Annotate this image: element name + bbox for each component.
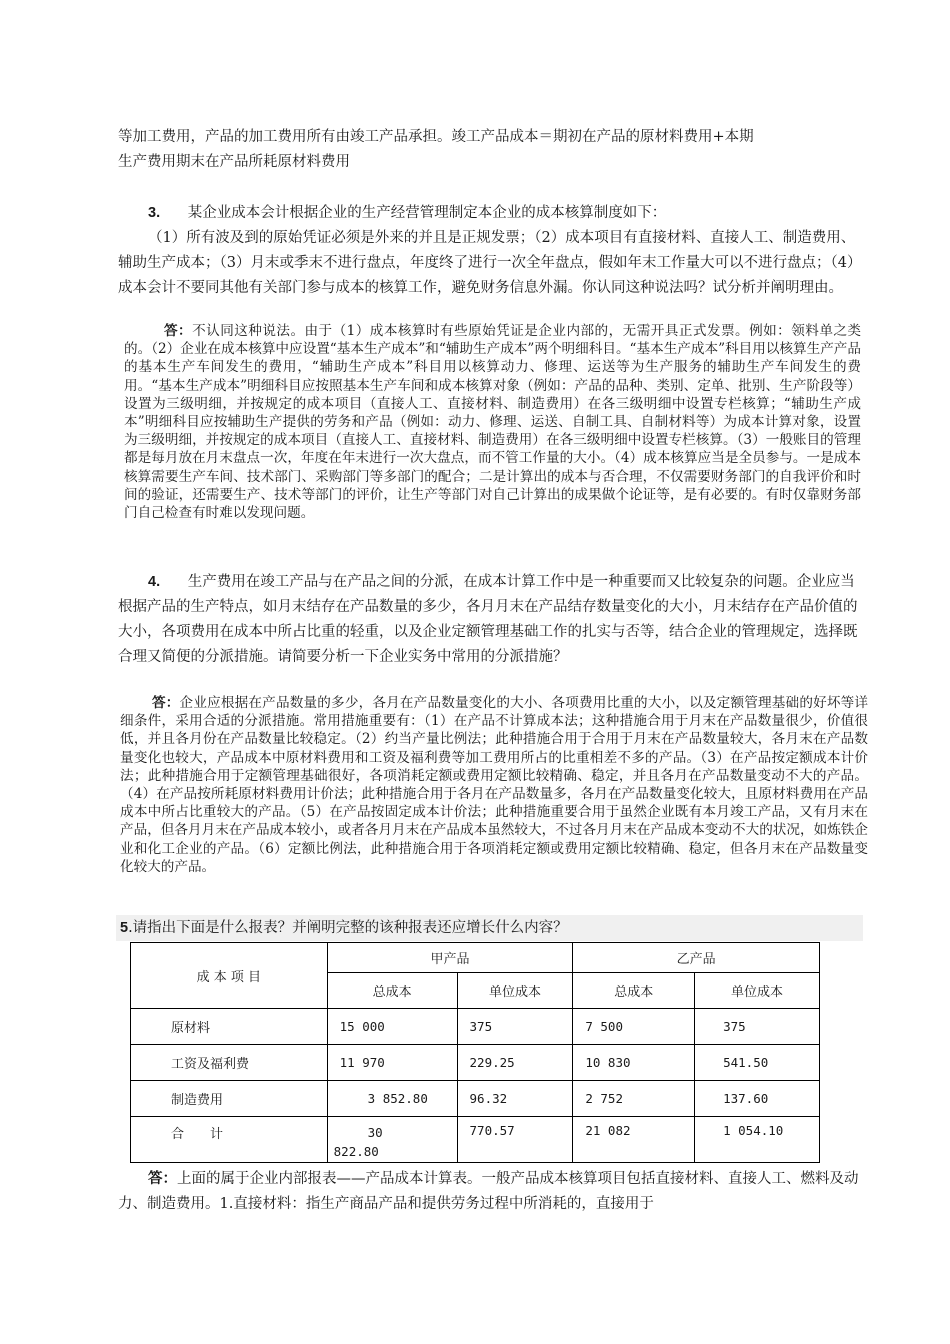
row-item: 制造费用 bbox=[131, 1081, 328, 1117]
row-b-unit: 375 bbox=[695, 1009, 820, 1045]
row-a-unit: 96.32 bbox=[457, 1081, 573, 1117]
question-3-number: 3. bbox=[148, 205, 161, 221]
question-5-answer bbox=[118, 1166, 866, 1217]
total-a-unit: 770.57 bbox=[457, 1117, 573, 1163]
row-b-total: 10 830 bbox=[573, 1045, 695, 1081]
total-a-total-line-2: 822.80 bbox=[333, 1144, 379, 1159]
answer-text: 上面的属于企业内部报表——产品成本计算表。一般产品成本核算项目包括直接材料、直接人工、燃料及动力、制造费用。1.直接材料：指生产商品产品和提供劳务过程中所消耗的，直接用于 bbox=[118, 1171, 859, 1212]
row-b-unit: 137.60 bbox=[695, 1081, 820, 1117]
corner-header: 成 本 项 目 bbox=[131, 943, 328, 1009]
question-5-number: 5 bbox=[120, 920, 129, 936]
table-row bbox=[131, 1045, 820, 1081]
product-a-header: 甲产品 bbox=[327, 943, 573, 973]
question-4 bbox=[118, 570, 863, 670]
intro-line-1: 等加工费用，产品的加工费用所有由竣工产品承担。竣工产品成本＝期初在产品的原材料费用+本期 bbox=[118, 129, 754, 145]
question-4-number: 4. bbox=[148, 574, 161, 590]
product-b-header: 乙产品 bbox=[573, 943, 820, 973]
question-5-text: .请指出下面是什么报表？并阐明完整的该种报表还应增长什么内容？ bbox=[128, 920, 568, 936]
intro-paragraph bbox=[118, 125, 863, 175]
table-row bbox=[131, 1081, 820, 1117]
row-a-unit: 229.25 bbox=[457, 1045, 573, 1081]
answer-text: 不认同这种说法。由于（1）成本核算时有些原始凭证是企业内部的，无需开具正式发票。例如：领料单之类的。（2）企业在成本核算中应设置“基本生产成本”和“辅助生产成本”两个明细科目。“基本生产成本”科目用以核算生产产品的基本生产车间发生的费用，“辅助生产成本”科目用以核算动力、修理、运送等为生产服务的辅助生产车间发生的费用。“基本生产成本”明细科目应按照基本生产车间和成本核算对象（例如：产品的品种、类别、定单、批别、生产阶段等）设置为三级明细，并按规定的成本项目（直接人工、直接材料、制造费用）在各三级明细中设置专栏核算；“辅助生产成本”明细科目应按辅助生产提供的劳务和产品（例如：动力、修理、运送、自制工具、自制材料等）为成本计算对象，设置为三级明细，并按规定的成本项目（直接人工、直接材料、制造费用）在各三级明细中设置专栏核算。（3）一般账目的管理都是每月放在月末盘点一次，年度在年末进行一次大盘点，而不管工作量的大小。（4）成本核算应当是全员参与。一是成本核算需要生产车间、技术部门、采购部门等多部门的配合；二是计算出的成本与否合理，不仅需要财务部门的自我评价和时间的验证，还需要生产、技术等部门的评价，让生产等部门对自己计算出的成果做个论证等，是有必要的。有时仅靠财务部门自己检查有时难以发现问题。 bbox=[124, 323, 862, 522]
row-a-unit: 375 bbox=[457, 1009, 573, 1045]
question-3-text: 某企业成本会计根据企业的生产经营管理制定本企业的成本核算制度如下： bbox=[187, 205, 667, 221]
subheader-total: 总成本 bbox=[573, 973, 695, 1009]
question-3-heading bbox=[118, 201, 863, 226]
answer-label: 答： bbox=[152, 695, 180, 711]
row-a-total: 3 852.80 bbox=[327, 1081, 457, 1117]
row-b-total: 2 752 bbox=[573, 1081, 695, 1117]
row-a-total: 15 000 bbox=[327, 1009, 457, 1045]
answer-text: 企业应根据在产品数量的多少，各月在产品数量变化的大小、各项费用比重的大小，以及定额管理基础的好坏等详细条件，采用合适的分派措施。常用措施重要有：（1）在产品不计算成本法；这种措施合用于月末在产品数量很少，价值很低，并且各月份在产品数量比较稳定。（2）约当产量比例法；此种措施合用于合用于月末在产品数量较大，各月末在产品数量变化也较大，产品成本中原材料费用和工资及福利费等加工费用所占的比重相差不多的产品。（3）在产品按定额成本计价法；此种措施合用于定额管理基础很好，各项消耗定额或费用定额比较精确、稳定，并且各月在产品数量变动不大的产品。（4）在产品按所耗原材料费用计价法；此种措施合用于各月在产品数量多，各月在产品数量变化较大，且原材料费用在产品成本中所占比重较大的产品。（5）在产品按固定成本计价法；此种措施重要合用于虽然企业既有本月竣工产品，又有月末在产品，但各月月末在产品成本较小，或者各月月末在产品成本虽然较大，不过各月月末在产品成本变动不大的状况，如炼铁企业和化工企业的产品。（6）定额比例法，此种措施合用于各项消耗定额或费用定额比较精确、稳定，但各月末在产品数量变化较大的产品。 bbox=[120, 695, 868, 875]
table-header-row bbox=[131, 943, 820, 973]
subheader-total: 总成本 bbox=[327, 973, 457, 1009]
total-b-total: 21 082 bbox=[573, 1117, 695, 1163]
table-row bbox=[131, 1009, 820, 1045]
row-b-unit: 541.50 bbox=[695, 1045, 820, 1081]
total-a-total-line-1: 30 bbox=[367, 1125, 383, 1140]
question-3-detail: （1）所有波及到的原始凭证必须是外来的并且是正规发票；（2）成本项目有直接材料、直接人工、制造费用、辅助生产成本；（3）月末或季末不进行盘点，年度终了进行一次全年盘点，假如年末工作量大可以不进行盘点；（4）成本会计不要同其他有关部门参与成本的核算工作，避免财务信息外漏。你认同这种说法吗？试分析并阐明理由。 bbox=[118, 230, 862, 296]
row-a-total: 11 970 bbox=[327, 1045, 457, 1081]
question-5-heading bbox=[116, 915, 863, 941]
total-item: 合 计 bbox=[131, 1117, 328, 1163]
question-4-answer bbox=[120, 694, 868, 876]
answer-label: 答： bbox=[148, 1170, 177, 1187]
table-total-row bbox=[131, 1117, 820, 1163]
answer-label: 答： bbox=[164, 323, 193, 339]
row-b-total: 7 500 bbox=[573, 1009, 695, 1045]
row-item: 原材料 bbox=[131, 1009, 328, 1045]
question-4-text: 生产费用在竣工产品与在产品之间的分派，在成本计算工作中是一种重要而又比较复杂的问题。企业应当根据产品的生产特点，如月末结存在产品数量的多少，各月月末在产品结存数量变化的大小，月末结存在产品价值的大小，各项费用在成本中所占比重的轻重，以及企业定额管理基础工作的扎实与否等，结合企业的管理规定，选择既合理又简便的分派措施。请简要分析一下企业实务中常用的分派措施？ bbox=[118, 574, 858, 665]
question-3-answer bbox=[124, 322, 861, 522]
subheader-unit: 单位成本 bbox=[457, 973, 573, 1009]
row-item: 工资及福利费 bbox=[131, 1045, 328, 1081]
subheader-unit: 单位成本 bbox=[695, 973, 820, 1009]
total-a-total bbox=[327, 1117, 457, 1163]
cost-table bbox=[130, 942, 820, 1163]
intro-line-2: 生产费用期末在产品所耗原材料费用 bbox=[118, 154, 350, 170]
total-b-unit: 1 054.10 bbox=[695, 1117, 820, 1163]
